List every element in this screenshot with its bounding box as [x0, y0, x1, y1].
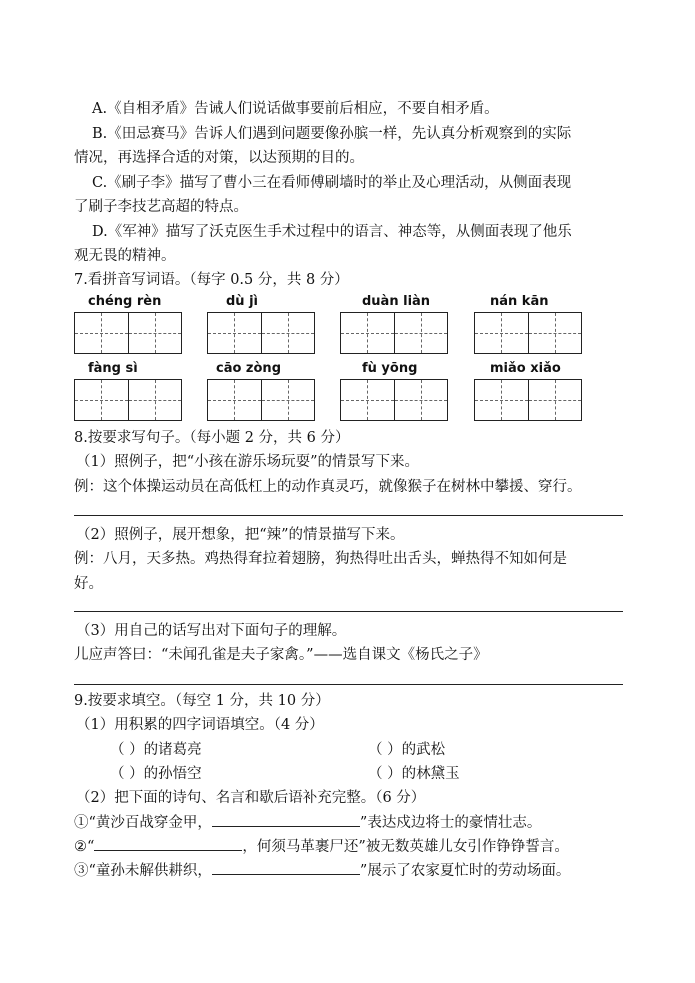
- pinyin-3: duàn liàn: [362, 294, 431, 309]
- q8-part1: （1）照例子，把“小孩在游乐场玩耍”的情景写下来。: [76, 454, 420, 470]
- answer-line-1[interactable]: [74, 515, 623, 516]
- pinyin-8: miǎo xiǎo: [490, 361, 561, 376]
- q8-title: 8.按要求写句子。（每小题 2 分，共 6 分）: [74, 430, 350, 446]
- pinyin-4: nán kān: [490, 294, 549, 309]
- blank-3[interactable]: [212, 860, 360, 875]
- q8-part1-example: 例：这个体操运动员在高低杠上的动作真灵巧，就像猴子在树林中攀援、穿行。: [74, 479, 582, 495]
- tianzige-box-4[interactable]: [474, 312, 582, 354]
- option-c-line1: C.《刷子李》描写了曹小三在看师傅刷墙时的举止及心理活动，从侧面表现: [92, 175, 572, 191]
- q9-sentence-3: [74, 860, 570, 881]
- answer-line-3[interactable]: [74, 684, 623, 685]
- pinyin-5: fàng sì: [88, 361, 138, 376]
- tianzige-box-6[interactable]: [207, 379, 315, 421]
- tianzige-box-3[interactable]: [340, 312, 448, 354]
- s1-prefix: ①“黄沙百战穿金甲，: [74, 815, 212, 831]
- s3-prefix: ③“童孙未解供耕织，: [74, 863, 212, 879]
- option-d-line1: D.《军神》描写了沃克医生手术过程中的语言、神态等，从侧面表现了他乐: [92, 224, 572, 240]
- fill-wu-song[interactable]: （ ）的武松: [368, 742, 446, 758]
- pinyin-1: chéng rèn: [88, 294, 162, 309]
- blank-2[interactable]: [94, 836, 242, 851]
- q9-sentence-2: [74, 836, 569, 857]
- q9-title: 9.按要求填空。（每空 1 分，共 10 分）: [74, 693, 330, 709]
- option-d-line2: 观无畏的精神。: [74, 248, 176, 264]
- s2-suffix: ，何须马革裹尸还”被无数英雄儿女引作铮铮誓言。: [242, 839, 569, 855]
- option-b-line2: 情况，再选择合适的对策，以达预期的目的。: [74, 150, 364, 166]
- option-a: A.《自相矛盾》告诫人们说话做事要前后相应，不要自相矛盾。: [92, 101, 499, 117]
- q8-part3-quote: 儿应声答曰：“未闻孔雀是夫子家禽。”——选自课文《杨氏之子》: [74, 647, 488, 663]
- pinyin-7: fù yōng: [362, 361, 418, 376]
- fill-sun-wukong[interactable]: （ ）的孙悟空: [110, 766, 202, 782]
- tianzige-box-1[interactable]: [74, 312, 182, 354]
- q9-sentence-1: [74, 812, 541, 833]
- pinyin-2: dù jì: [226, 294, 258, 309]
- q9-part2: （2）把下面的诗句、名言和歇后语补充完整。（6 分）: [76, 790, 426, 806]
- q7-title: 7.看拼音写词语。（每字 0.5 分，共 8 分）: [74, 272, 349, 288]
- tianzige-box-8[interactable]: [474, 379, 582, 421]
- option-c-line2: 了刷子李技艺高超的特点。: [74, 199, 248, 215]
- fill-lin-daiyu[interactable]: （ ）的林黛玉: [368, 766, 460, 782]
- s2-prefix: ②“: [74, 839, 95, 855]
- pinyin-6: cāo zòng: [216, 361, 281, 376]
- q8-part2-example-line1: 例：八月，天多热。鸡热得耷拉着翅膀，狗热得吐出舌头，蝉热得不知如何是: [74, 551, 567, 567]
- s1-suffix: ”表达戍边将士的豪情壮志。: [359, 815, 542, 831]
- tianzige-box-7[interactable]: [340, 379, 448, 421]
- option-b-line1: B.《田忌赛马》告诉人们遇到问题要像孙膑一样，先认真分析观察到的实际: [92, 126, 572, 142]
- fill-zhuge-liang[interactable]: （ ）的诸葛亮: [110, 742, 202, 758]
- answer-line-2[interactable]: [74, 611, 623, 612]
- q8-part2-example-line2: 好。: [74, 576, 103, 592]
- q9-part1: （1）用积累的四字词语填空。（4 分）: [76, 717, 324, 733]
- q8-part3: （3）用自己的话写出对下面句子的理解。: [76, 623, 347, 639]
- q8-part2: （2）照例子，展开想象，把“辣”的情景描写下来。: [76, 527, 405, 543]
- tianzige-box-2[interactable]: [207, 312, 315, 354]
- blank-1[interactable]: [212, 812, 360, 827]
- s3-suffix: ”展示了农家夏忙时的劳动场面。: [359, 863, 571, 879]
- tianzige-box-5[interactable]: [74, 379, 182, 421]
